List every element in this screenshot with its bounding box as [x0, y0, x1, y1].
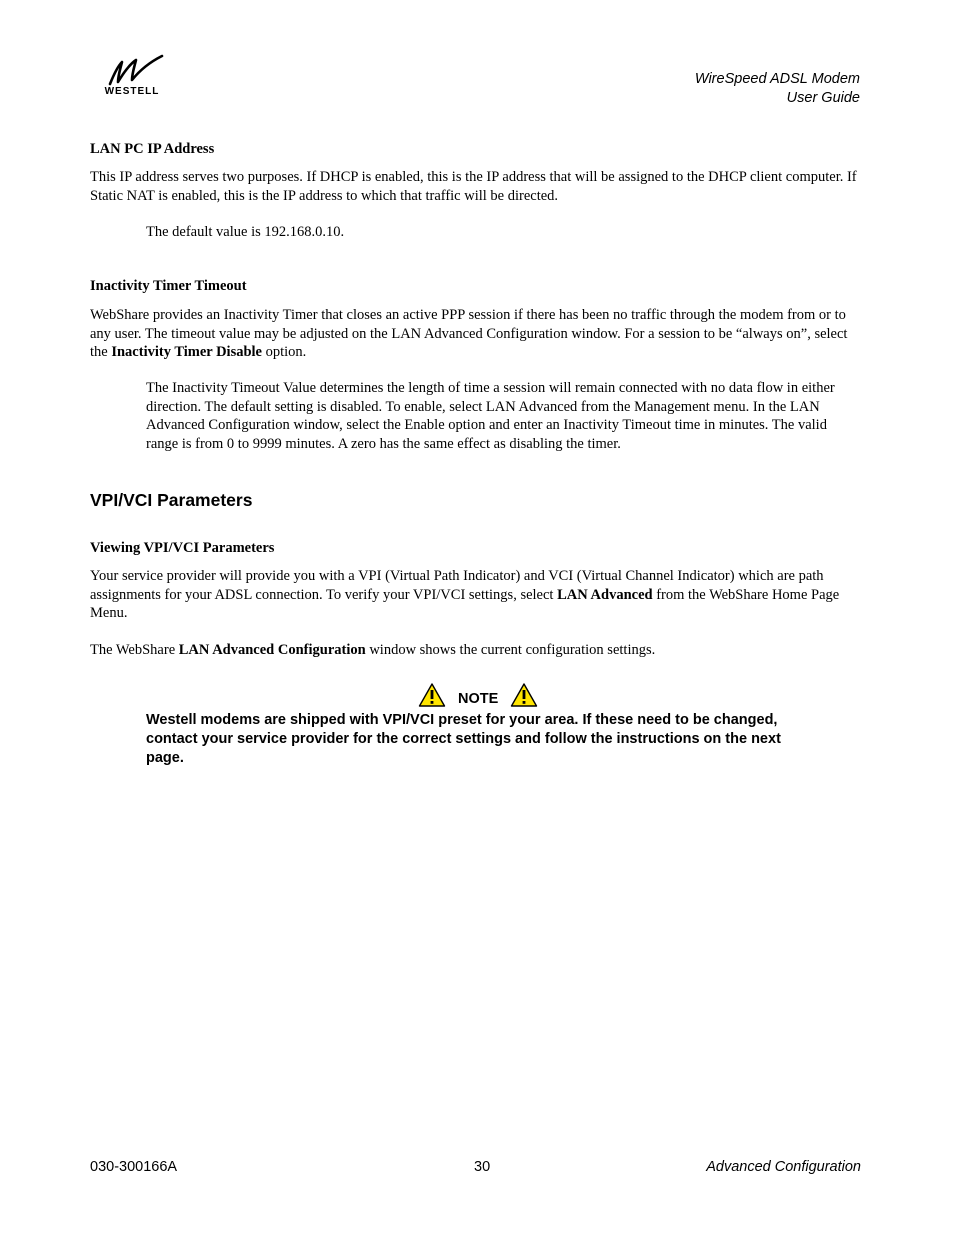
footer-doc-number: 030-300166A	[90, 1159, 178, 1175]
warning-icon	[418, 682, 446, 708]
vpi-vci-text-1: Your service provider will provide you with a VPI (Virtual Path Indicator) and VCI (Virtual Channel Indicator) which are path assignments for your ADSL connection. To verify your VPI/VCI settings, select	[90, 568, 824, 603]
viewing-vpi-vci-heading: Viewing VPI/VCI Parameters	[90, 540, 275, 556]
note-label: NOTE	[458, 691, 499, 707]
westell-swoosh-icon	[96, 54, 168, 88]
inactivity-text-1: WebShare provides an Inactivity Timer that closes an active PPP session if there has been no traffic through the modem from or to any user. The timeout value may be adjusted on the LAN Advanced Configuration window. For a session to be “always on”, select the	[90, 307, 848, 360]
lan-advanced-emphasis: LAN Advanced	[557, 586, 653, 603]
vpi-vci-paragraph	[90, 567, 862, 623]
note-text: Westell modems are shipped with VPI/VCI preset for your area. If these need to be changed, contact your service provider for the correct settings and follow the instructions on the next page.	[146, 712, 781, 766]
footer-chapter: Advanced Configuration	[706, 1159, 861, 1175]
inactivity-text-2: option.	[262, 344, 307, 360]
vpi-vci-title: VPI/VCI Parameters	[90, 490, 253, 510]
warning-icon	[510, 682, 538, 708]
document-title	[695, 70, 860, 108]
lan-advanced-config-emphasis: LAN Advanced Configuration	[178, 642, 366, 658]
lan-advanced-config-paragraph	[90, 641, 862, 660]
inactivity-paragraph	[90, 306, 862, 362]
lan-pc-ip-heading: LAN PC IP Address	[90, 141, 215, 157]
inactivity-heading: Inactivity Timer Timeout	[90, 278, 247, 294]
note-header	[418, 680, 538, 708]
inactivity-detail: The Inactivity Timeout Value determines the length of time a session will remain connected with no data flow in either direction. The default setting is disabled. To enable, select LAN Advanced from the Management menu. In the LAN Advanced Configuration window, select the Enable option and enter an Inactivity Timeout time in minutes. The valid range is from 0 to 9999 minutes. A zero has the same effect as disabling the timer.	[146, 380, 835, 452]
vpi-vci-text-2: from the WebShare Home Page Menu.	[90, 586, 840, 621]
lan-pc-ip-default: The default value is 192.168.0.10.	[146, 224, 345, 240]
lan-pc-ip-paragraph: This IP address serves two purposes. If DHCP is enabled, this is the IP address that will be assigned to the DHCP client computer. If Static NAT is enabled, this is the IP address to which that traffic will be directed.	[90, 169, 857, 204]
inactivity-disable-option: Inactivity Timer Disable	[111, 344, 262, 360]
lan-config-text-2: window shows the current configuration settings.	[365, 642, 656, 658]
westell-logo	[96, 54, 168, 98]
document-title-line2: User Guide	[786, 90, 860, 106]
footer-page-number: 30	[474, 1159, 491, 1175]
lan-config-text-1: The WebShare	[90, 642, 179, 658]
document-title-line1: WireSpeed ADSL Modem	[694, 71, 860, 87]
logo-text: WESTELL	[104, 86, 160, 97]
